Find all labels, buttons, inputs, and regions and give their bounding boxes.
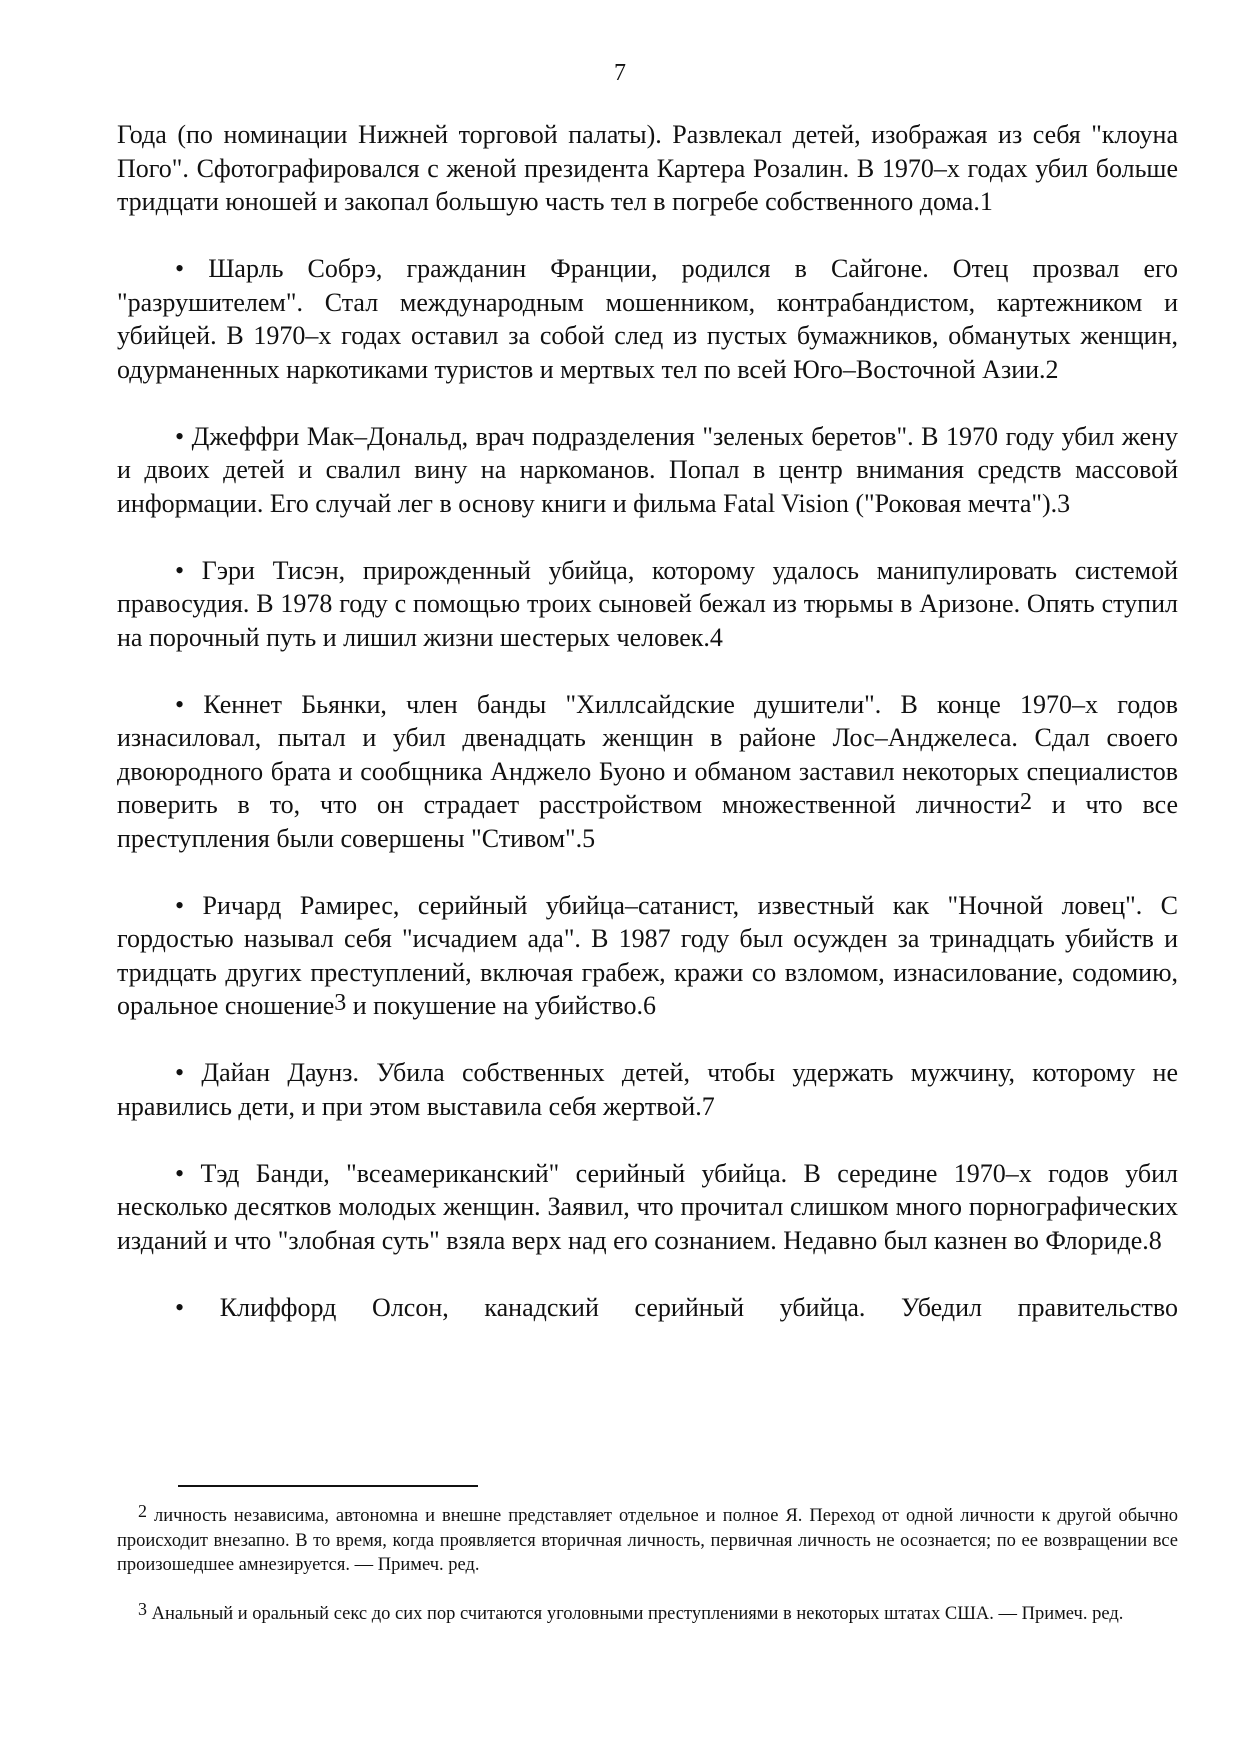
- paragraph-tison: • Гэри Тисэн, прирожденный убийца, которому удалось манипулировать системой правосудия. В 1978 году с помощью троих сыновей бежал из тюрьмы в Аризоне. Опять ступил на порочный путь и лишил жизни шестерых человек.4: [117, 555, 1178, 652]
- paragraph-text: и что все преступления были совершены "Стивом".5: [117, 790, 1178, 853]
- footnote-2: [117, 1501, 1179, 1578]
- footnote-ref[interactable]: 3: [334, 990, 347, 1016]
- footnote-number: 2: [138, 1501, 147, 1521]
- page-number: 7: [614, 60, 626, 86]
- footnote-ref[interactable]: 2: [1019, 789, 1032, 815]
- paragraph-olson: • Клиффорд Олсон, канадский серийный убийца. Убедил правительство: [175, 1292, 1178, 1322]
- paragraph-text: • Кеннет Бьянки, член банды "Хиллсайдские душители". В конце 1970–х годов изнасиловал, пытал и убил двенадцать женщин в районе Лос–Анджелеса. Сдал своего двоюродного брата и сообщника Анджело Буоно и обманом заставил некоторых специалистов поверить в то, что он страдает расстройством множественной личности: [117, 689, 1178, 819]
- paragraph-bianchi: [117, 688, 1178, 856]
- body-text: [117, 118, 1178, 1324]
- paragraph-text: и покушение на убийство.6: [346, 991, 656, 1020]
- footnote-text: Анальный и оральный секс до сих пор считаются уголовными преступлениями в некоторых штатах США. — Примеч. ред.: [151, 1604, 1124, 1624]
- paragraph-bundy: • Тэд Банди, "всеамериканский" серийный убийца. В середине 1970–х годов убил несколько десятков молодых женщин. Заявил, что прочитал слишком много порнографических изданий и что "злобная суть" взяла верх над его сознанием. Недавно был казнен во Флориде.8: [117, 1158, 1178, 1255]
- footnote-number: 3: [138, 1599, 147, 1619]
- paragraph: Года (по номинации Нижней торговой палаты). Развлекал детей, изображая из себя "клоуна Пого". Сфотографировался с женой президента Картера Розалин. В 1970–х годах убил больше тридцати юношей и закопал большую часть тел в погребе собственного дома.1: [117, 120, 1178, 216]
- paragraph-macdonald: • Джеффри Мак–Дональд, врач подразделения "зеленых беретов". В 1970 году убил жену и двоих детей и свалил вину на наркоманов. Попал в центр внимания средств массовой информации. Его случай лег в основу книги и фильма Fatal Vision ("Роковая мечта").3: [117, 421, 1178, 518]
- footnote-3: [117, 1599, 1178, 1627]
- footnote-text: личность независима, автономна и внешне представляет отдельное и полное Я. Переход от одной личности к другой обычно происходит внезапно. В то время, когда проявляется вторичная личность, первичная личность не осознается; по ее возвращении все произошедшее амнезируется. — Примеч. ред.: [117, 1506, 1179, 1575]
- footnote-separator: [178, 1485, 478, 1487]
- paragraph-downs: • Дайан Даунз. Убила собственных детей, чтобы удержать мужчину, которому не нравились дети, и при этом выставила себя жертвой.7: [117, 1058, 1178, 1121]
- paragraph-ramirez: [117, 889, 1178, 1023]
- paragraph-text: • Ричард Рамирес, серийный убийца–сатанист, известный как "Ночной ловец". С гордостью называл себя "исчадием ада". В 1987 году был осужден за тринадцать убийств и тридцать других преступлений, включая грабеж, кражи со взломом, изнасилование, содомию, оральное сношение: [117, 890, 1178, 1020]
- paragraph-sobraj: • Шарль Собрэ, гражданин Франции, родился в Сайгоне. Отец прозвал его "разрушителем". Стал международным мошенником, контрабандистом, картежником и убийцей. В 1970–х годах оставил за собой след из пустых бумажников, обманутых женщин, одурманенных наркотиками туристов и мертвых тел по всей Юго–Восточной Азии.2: [117, 254, 1178, 384]
